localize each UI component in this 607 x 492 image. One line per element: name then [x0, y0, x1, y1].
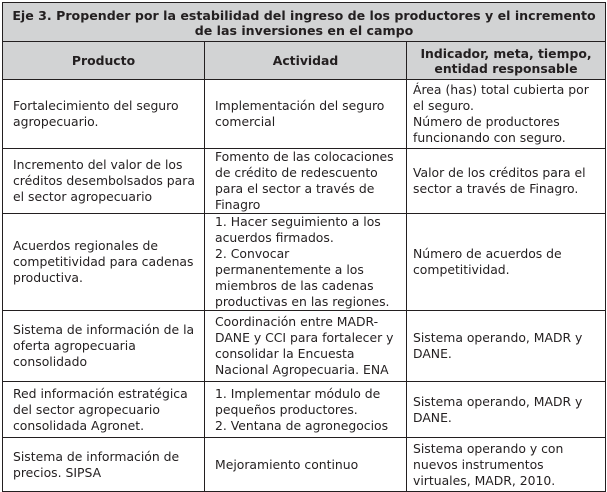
producto-text: Sistema de información de precios. SIPSA	[13, 448, 180, 480]
header-actividad: Actividad	[205, 42, 407, 80]
indicador-text: Número de acuerdos de competitividad.	[413, 246, 562, 277]
actividad-text: 1. Hacer seguimiento a los acuerdos firmados. 2. Convocar permanentemente a los miembros de las cadenas productivas en las regiones.	[215, 214, 390, 309]
header-producto: Producto	[3, 42, 205, 80]
cell-indicador	[407, 80, 606, 149]
producto-text: Acuerdos regionales de competitividad para cadenas productiva.	[13, 238, 194, 285]
header-indicador: Indicador, meta, tiempo, entidad responsable	[407, 42, 606, 80]
actividad-text: Fomento de las colocaciones de crédito de redescuento para el sector a través de Finagro	[215, 149, 394, 212]
cell-producto	[3, 214, 205, 311]
cell-indicador	[407, 311, 606, 382]
indicador-text: Sistema operando, MADR y DANE.	[413, 330, 583, 361]
indicador-text: Área (has) total cubierta por el seguro. Número de productores funcionando con seguro.	[413, 82, 589, 145]
eje-3-table	[2, 2, 606, 492]
producto-text: Fortalecimiento del seguro agropecuario.	[13, 98, 179, 129]
producto-text: Sistema de información de la oferta agropecuaria consolidado	[13, 322, 195, 369]
indicador-text: Sistema operando y con nuevos instrumentos virtuales, MADR, 2010.	[413, 440, 564, 488]
table-row	[3, 382, 606, 438]
cell-actividad	[205, 149, 407, 214]
cell-actividad	[205, 80, 407, 149]
cell-producto	[3, 80, 205, 149]
cell-actividad	[205, 382, 407, 438]
table-row	[3, 80, 606, 149]
table-row	[3, 214, 606, 311]
cell-indicador	[407, 214, 606, 311]
cell-producto	[3, 438, 205, 492]
cell-indicador	[407, 149, 606, 214]
cell-producto	[3, 382, 205, 438]
cell-actividad	[205, 438, 407, 492]
cell-indicador	[407, 382, 606, 438]
table-row	[3, 149, 606, 214]
producto-text: Red información estratégica del sector agropecuario consolidada Agronet.	[13, 385, 188, 433]
actividad-text: Coordinación entre MADR-DANE y CCI para fortalecer y consolidar la Encuesta Nacional Agropecuaria. ENA	[215, 314, 394, 377]
table-row	[3, 438, 606, 492]
actividad-text: Mejoramiento continuo	[215, 456, 359, 472]
cell-producto	[3, 149, 205, 214]
producto-text: Incremento del valor de los créditos desembolsados para el sector agropecuario	[13, 157, 195, 204]
indicador-text: Valor de los créditos para el sector a través de Finagro.	[413, 165, 586, 196]
cell-indicador	[407, 438, 606, 492]
cell-producto	[3, 311, 205, 382]
table-row	[3, 311, 606, 382]
actividad-text: 1. Implementar módulo de pequeños productores. 2. Ventana de agronegocios	[215, 385, 389, 433]
actividad-text: Implementación del seguro comercial	[215, 98, 385, 129]
cell-actividad	[205, 311, 407, 382]
indicador-text: Sistema operando, MADR y DANE.	[413, 393, 583, 425]
table-title: Eje 3. Propender por la estabilidad del ingreso de los productores y el incremento de las inversiones en el campo	[3, 3, 606, 42]
cell-actividad	[205, 214, 407, 311]
